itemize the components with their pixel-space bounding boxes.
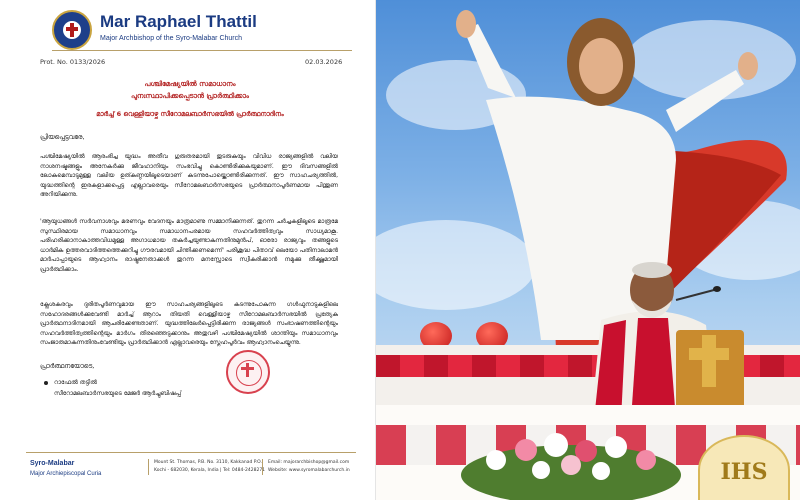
letter-document [0,0,376,500]
paragraph-1: പശ്ചിമേഷ്യയിൽ ആരംഭിച്ച യുദ്ധം അതീവ ഗുരുതരമായി തുടരുകയും വിവിധ രാജ്യങ്ങളിൽ വലിയ നാശനഷ്ടങ്ങളും അനേകർക്കു ജീവഹാനിയും സംഭവിച്ചു കൊണ്ടിരിക്കുകയുമാണ്. ഈ ദിവസങ്ങളിൽ ലോകമെമ്പാടുമുള്ള വലിയ ഉത്കണ്ഠയിലൂടെയാണ് കടന്നുപോയ്ക്കൊണ്ടിരിക്കുന്നത്. ഈ സാഹചര്യത്തിൽ, യുദ്ധത്തിന്റെ ഇരകളാക്കപ്പെട്ട എല്ലാവരെയും സീറോമലബാർസഭയുടെ പ്രാർത്ഥനാപൂർണമായ പിന്തുണ അറിയിക്കുന്നു. [40,153,338,199]
title-line-1: പശ്ചിമേഷ്യയിൽ സമാധാനം [144,80,236,88]
cross-icon [702,335,716,387]
footer-address-line-1: Mount St. Thomas, P.B. No. 3110, Kakkanad P.O., [154,460,264,465]
footer-email[interactable]: Email: majorarchbishop@gmail.com [268,460,350,465]
title-line-2: പുനഃസ്ഥാപിക്കപ്പെടാൻ പ്രാർത്ഥിക്കാം [131,92,249,100]
signature-title: സീറോമലബാർസഭയുടെ മേജർ ആർച്ചുബിഷപ്പ് [54,390,182,397]
footer-address [148,459,265,475]
org-name: Mar Raphael Thattil [100,12,257,31]
footer-org-sub: Major Archiepiscopal Curia [30,471,102,477]
header-divider [52,50,352,51]
signature-name-line [44,379,97,387]
bullet-icon [44,381,48,385]
official-stamp-icon [226,350,270,394]
title-line-3: മാർച്ച് 6 വെള്ളിയാഴ്ച സീറോമലബാർസഭയിൽ പ്രാർത്ഥനാദിനം [96,110,284,118]
org-subtitle: Major Archbishop of the Syro-Malabar Church [100,35,243,42]
protocol-number: Prot. No. 0133/2026 [40,58,106,66]
flower-arrangement [456,405,686,500]
church-seal-icon [52,10,92,50]
footer-website[interactable]: Website: www.syromalabarchurch.in [268,468,350,473]
closing: പ്രാർത്ഥനയോടെ, [40,362,95,370]
ihs-monogram: IHS [698,435,790,500]
church-photo [376,0,800,500]
footer-org-name: Syro-Malabar [30,460,75,467]
paragraph-3: ക്ലേശകരവും ദുരിതപൂർണവുമായ ഈ സാഹചര്യങ്ങളിലൂടെ കടന്നുപോകുന്ന ഗൾഫുനാടുകളിലെ സഹോദരങ്ങൾക്കുവേണ്ടി മാർച്ച് ആറാം തിയതി വെള്ളിയാഴ്ച സീറോമലബാർസഭയിൽ പ്രത്യേക പ്രാർത്ഥനാദിനമായി ആചരിക്കേണ്ടതാണ്. യുദ്ധത്തിലേർപ്പെട്ടിരിക്കുന്ന രാജ്യങ്ങൾ സംഭാഷണത്തിന്റെയും സഹവർത്തിത്വത്തിന്റെയും മാർഗം തിരഞ്ഞെടുക്കാനും അതുവഴി പശ്ചിമേഷ്യയിൽ ശാന്തിയും സമാധാനവും സംജാതമാകുന്നതിനുംവേണ്ടിയും പ്രാർത്ഥിക്കാൻ എല്ലാവരെയും സ്നേഹപൂർവം ആഹ്വാനംചെയ്യുന്നു. [40,301,338,347]
footer-divider [26,452,356,453]
footer-org [30,459,101,479]
paragraph-2: 'ആയുധങ്ങൾ സർവനാശവും മരണവും വേദനയും മാത്രമാണു സമ്മാനിക്കുന്നത്. തുറന്ന ചർച്ചകളിലൂടെ മാത്രമേ സുസ്ഥിരമായ സമാധാനവും സമാധാനപരമായ സഹവർത്തിത്വവും സാധ്യമാകൂ. പരിഹരിക്കാനാകാത്തവിധമുള്ള അഗാധമായ തകർച്ചയുണ്ടാകുന്നതിനുമുൻപ്, ഓരോ രാജ്യവും തങ്ങളുടെ ധാർമിക ഉത്തരവാദിത്തത്തെക്കുറിച്ചു ഗൗരവമായി ചിന്തിക്കണമെന്ന്' പരിശുദ്ധ പിതാവ് ലെയോ പതിനാലാമൻ മാർപാപ്പായുടെ ആഹ്വാനം രാഷ്ട്രനേതാക്കൾ തുറന്ന മനസ്സോടെ സ്വീകരിക്കാൻ നമുക്കു തീക്ഷ്ണമായി പ്രാർത്ഥിക്കാം. [40,218,338,273]
footer-contact [262,459,350,475]
letterhead [52,8,372,52]
salutation: പ്രിയപ്പെട്ടവരേ, [40,133,85,141]
letter-date: 02.03.2026 [305,58,343,66]
signature-name: റാഫേൽ തട്ടിൽ [54,379,97,386]
letter-titles [40,78,340,120]
footer-address-line-2: Kochi - 682030, Kerala, India | Tel: 0484-2428271 [154,468,266,473]
